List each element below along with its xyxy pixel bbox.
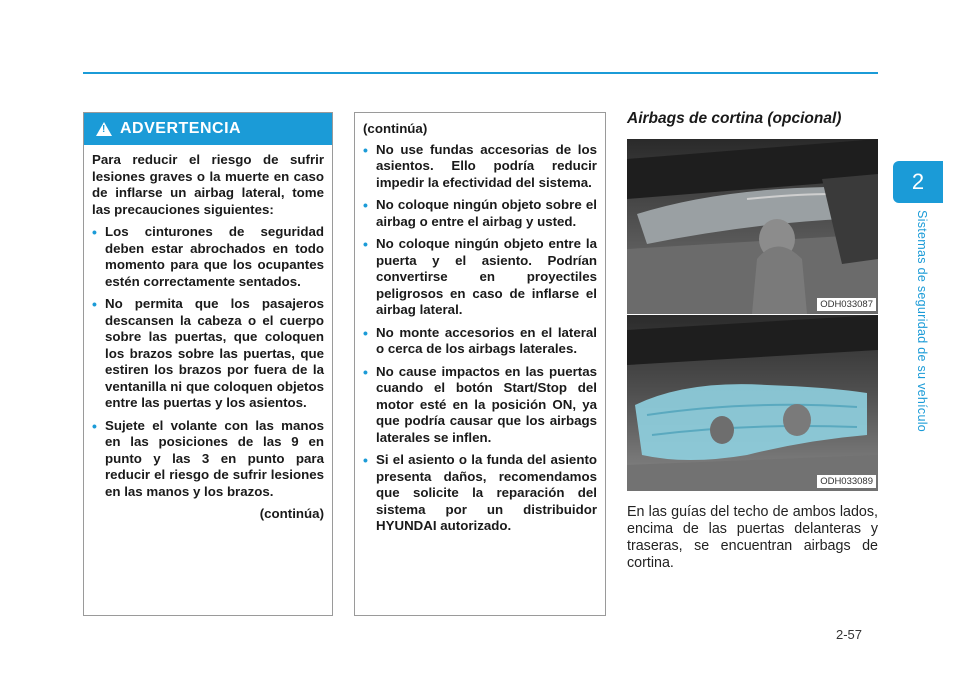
curtain-airbag-photo-stowed bbox=[627, 139, 878, 314]
chapter-number-tab: 2 bbox=[893, 161, 943, 203]
page-number: 2-57 bbox=[836, 627, 863, 642]
continues-note: (continúa) bbox=[259, 506, 324, 521]
list-item: • No cause impactos en las puertas cuando el botón Start/Stop del motor esté en la posición ON, ya que podría causar que los airbags laterales se inflen. bbox=[363, 364, 597, 447]
section-body-text: En las guías del techo de ambos lados, encima de las puertas delanteras y traseras, se encuentran airbags de cortina. bbox=[627, 504, 878, 571]
list-item: • No permita que los pasajeros descansen la cabeza o el cuerpo sobre las puertas, que coloquen los brazos sobre las puertas, que estiren los brazos por fuera de la ventanilla ni que coloquen objetos entre las puertas y los asientos. bbox=[92, 296, 324, 412]
warning-title: ADVERTENCIA bbox=[120, 120, 242, 137]
warning-box bbox=[83, 112, 333, 616]
deployed-airbag-illustration bbox=[627, 315, 878, 491]
continued-body bbox=[355, 113, 605, 535]
warning-header bbox=[84, 113, 332, 145]
list-item: • Sujete el volante con las manos en las posiciones de las 9 en punto y las 3 en punto para reducir el riesgo de sufrir lesiones en las manos y los brazos. bbox=[92, 418, 324, 501]
warning-body bbox=[84, 145, 332, 523]
car-interior-illustration bbox=[627, 139, 878, 314]
curtain-airbag-photo-deployed bbox=[627, 314, 878, 491]
continued-warning-box bbox=[354, 112, 606, 616]
list-item: • Los cinturones de seguridad deben estar abrochados en todo momento para que los ocupantes estén correctamente sentados. bbox=[92, 224, 324, 290]
warning-intro: Para reducir el riesgo de sufrir lesiones graves o la muerte en caso de inflarse un airbag lateral, tome las precauciones siguientes: bbox=[92, 152, 324, 217]
list-item: • No monte accesorios en el lateral o cerca de los airbags laterales. bbox=[363, 325, 597, 358]
continued-label: (continúa) bbox=[363, 121, 428, 136]
warning-list bbox=[92, 224, 324, 500]
photo-code-label: ODH033089 bbox=[817, 475, 876, 488]
chapter-title: Sistemas de seguridad de su vehículo bbox=[915, 210, 929, 433]
list-item: • No use fundas accesorias de los asientos. Ello podría reducir impedir la efectividad del sistema. bbox=[363, 142, 597, 192]
list-item: • No coloque ningún objeto entre la puerta y el asiento. Podrían convertirse en proyectiles peligrosos en caso de inflarse el airbag lateral. bbox=[363, 236, 597, 319]
warning-icon: ! bbox=[96, 122, 112, 136]
continued-list bbox=[363, 142, 597, 535]
list-item: • No coloque ningún objeto sobre el airbag o entre el airbag y usted. bbox=[363, 197, 597, 230]
top-rule bbox=[83, 72, 878, 74]
section-title: Airbags de cortina (opcional) bbox=[627, 110, 842, 127]
list-item: • Si el asiento o la funda del asiento presenta daños, recomendamos que solicite la reparación del sistema por un distribuidor HYUNDAI autorizado. bbox=[363, 452, 597, 535]
photo-code-label: ODH033087 bbox=[817, 298, 876, 311]
